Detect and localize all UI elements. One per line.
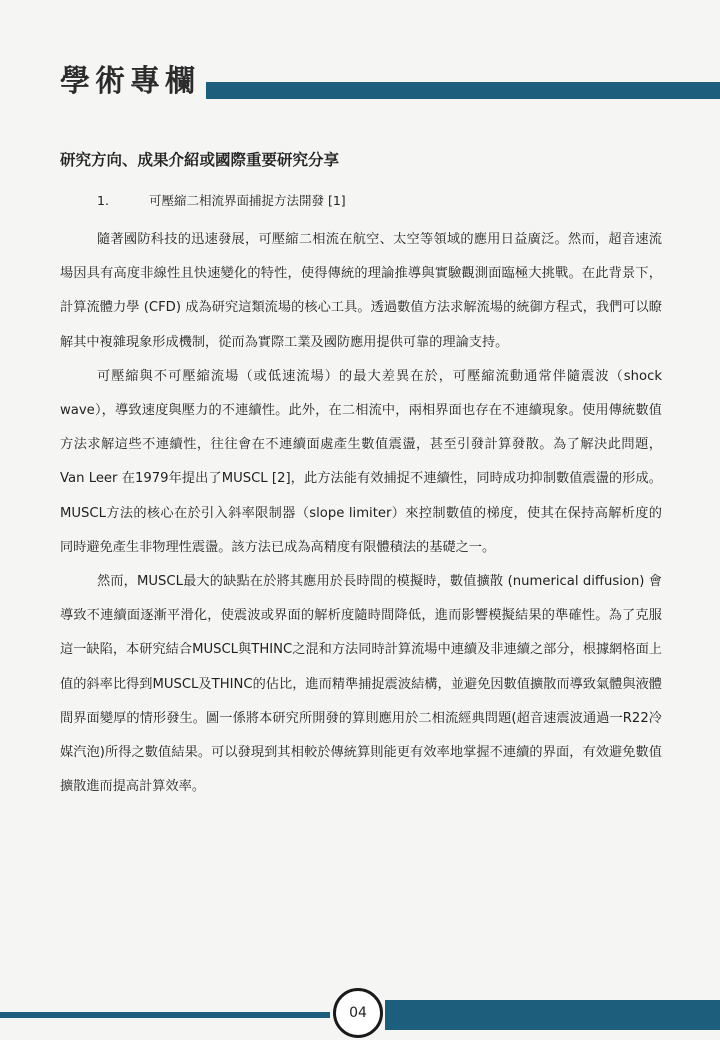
section-title: 研究方向、成果介紹或國際重要研究分享 bbox=[60, 151, 340, 169]
footer-bar-right bbox=[385, 1000, 720, 1030]
article-body bbox=[60, 223, 662, 804]
column-title: 學術專欄 bbox=[60, 64, 200, 99]
column-header bbox=[60, 62, 720, 102]
header-decor-bar bbox=[206, 82, 720, 99]
page-number-badge bbox=[333, 988, 383, 1038]
item-heading bbox=[97, 191, 657, 209]
paragraph: 隨著國防科技的迅速發展，可壓縮二相流在航空、太空等領域的應用日益廣泛。然而，超音速流場因具有高度非線性且快速變化的特性，使得傳統的理論推導與實驗觀測面臨極大挑戰。在此背景下，計算流體力學 (CFD) 成為研究這類流場的核心工具。透過數值方法求解流場的統御方程式，我們可以瞭解其中複雜現象形成機制，從而為實際工業及國防應用提供可靠的理論支持。 bbox=[60, 232, 662, 350]
paragraph: 然而，MUSCL最大的缺點在於將其應用於長時間的模擬時，數值擴散 (numerical diffusion) 會導致不連續面逐漸平滑化，使震波或界面的解析度隨時間降低，進而影響模擬結果的準確性。為了克服這一缺陷，本研究結合MUSCL與THINC之混和方法同時計算流場中連續及非連續之部分，根據網格面上值的斜率比得到MUSCL及THINC的佔比，進而精準捕捉震波結構，並避免因數值擴散而導致氣體與液體間界面變厚的情形發生。圖一係將本研究所開發的算則應用於二相流經典問題(超音速震波通過一R22冷媒汽泡)所得之數值結果。可以發現到其相較於傳統算則能更有效率地掌握不連續的界面，有效避免數值擴散進而提高計算效率。 bbox=[60, 574, 662, 795]
footer-bar-left bbox=[0, 1012, 330, 1018]
page-number: 04 bbox=[349, 1005, 367, 1021]
item-number: 1. bbox=[97, 193, 109, 208]
item-title: 可壓縮二相流界面捕捉方法開發 [1] bbox=[149, 193, 346, 208]
paragraph: 可壓縮與不可壓縮流場（或低速流場）的最大差異在於，可壓縮流動通常伴隨震波（shock wave），導致速度與壓力的不連續性。此外，在二相流中，兩相界面也存在不連續現象。使用傳統數值方法求解這些不連續性，往往會在不連續面處產生數值震盪，甚至引發計算發散。為了解決此問題，Van Leer 在1979年提出了MUSCL [2]，此方法能有效捕捉不連續性，同時成功抑制數值震盪的形成。MUSCL方法的核心在於引入斜率限制器（slope limiter）來控制數值的梯度，使其在保持高解析度的同時避免產生非物理性震盪。該方法已成為高精度有限體積法的基礎之一。 bbox=[60, 368, 662, 555]
